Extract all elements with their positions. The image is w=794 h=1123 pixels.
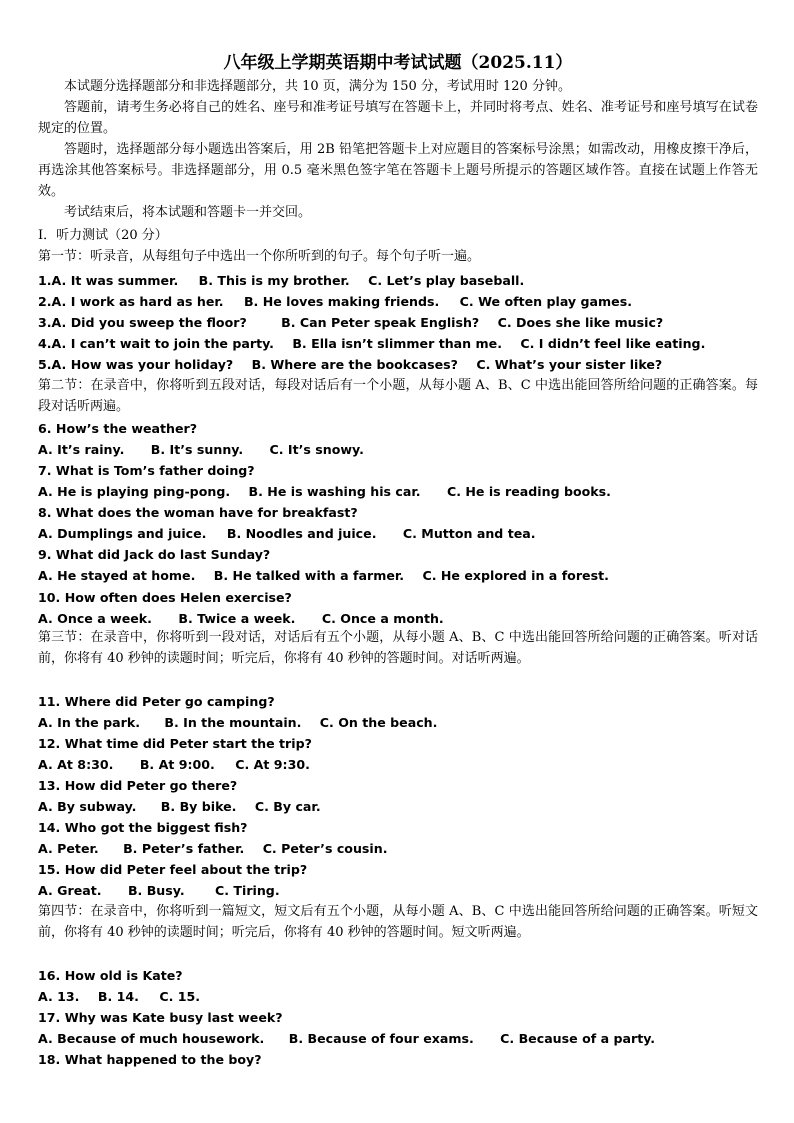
question-9: 9. What did Jack do last Sunday? <box>38 547 271 562</box>
question-3 <box>38 312 758 333</box>
option-b: B. It’s sunny. <box>150 442 244 457</box>
question-17: 17. Why was Kate busy last week? <box>38 1010 283 1025</box>
option-c: C. We often play games. <box>459 294 632 309</box>
question-12: 12. What time did Peter start the trip? <box>38 736 312 751</box>
option-b: B. Because of four exams. <box>288 1031 474 1046</box>
question-7-options <box>38 481 758 502</box>
option-a: 2.A. I work as hard as her. <box>38 294 224 309</box>
question-13: 13. How did Peter go there? <box>38 778 238 793</box>
question-1 <box>38 270 758 291</box>
question-12-options <box>38 754 758 775</box>
option-c: C. Mutton and tea. <box>402 526 536 541</box>
option-b: B. He is washing his car. <box>248 484 421 499</box>
option-a: A. At 8:30. <box>38 757 114 772</box>
option-c: C. I didn’t feel like eating. <box>520 336 706 351</box>
question-8-options <box>38 523 758 544</box>
option-b: B. Where are the bookcases? <box>251 357 458 372</box>
option-c: C. Does she like music? <box>497 315 664 330</box>
option-b: B. Busy. <box>127 883 185 898</box>
option-c: C. Let’s play baseball. <box>368 273 525 288</box>
option-b: B. This is my brother. <box>198 273 350 288</box>
option-b: B. Peter’s father. <box>123 841 245 856</box>
option-b: B. Can Peter speak English? <box>281 315 480 330</box>
option-c: C. At 9:30. <box>235 757 310 772</box>
option-c: C. Tiring. <box>215 883 280 898</box>
option-c: C. He is reading books. <box>446 484 611 499</box>
part1-heading: Ⅰ．听力测试（20 分） <box>38 228 168 243</box>
option-b: B. Twice a week. <box>178 611 296 626</box>
option-a: A. 13. <box>38 989 80 1004</box>
option-b: B. Ella isn’t slimmer than me. <box>292 336 502 351</box>
question-15: 15. How did Peter feel about the trip? <box>38 862 308 877</box>
question-17-options <box>38 1028 758 1049</box>
question-9-options <box>38 565 758 586</box>
option-a: A. Dumplings and juice. <box>38 526 207 541</box>
question-4 <box>38 333 758 354</box>
question-8: 8. What does the woman have for breakfast? <box>38 505 358 520</box>
option-c: C. Once a month. <box>321 611 444 626</box>
section3-heading: 第三节：在录音中，你将听到一段对话，对话后有五个小题，从每小题 A、B、C 中选出能回答所给问题的正确答案。听对话前，你将有 40 秒钟的读题时间；听完后，你将有 40 秒钟的答题时间。对话听两遍。 <box>38 630 758 666</box>
option-c: C. It’s snowy. <box>269 442 364 457</box>
section1-heading: 第一节：听录音，从每组句子中选出一个你所听到的句子。每个句子听一遍。 <box>38 249 481 264</box>
question-5 <box>38 354 758 375</box>
question-16: 16. How old is Kate? <box>38 968 183 983</box>
question-14-options <box>38 838 758 859</box>
section4-heading: 第四节：在录音中，你将听到一篇短文，短文后有五个小题，从每小题 A、B、C 中选出能回答所给问题的正确答案。听短文前，你将有 40 秒钟的读题时间；听完后，你将有 40 秒钟的答题时间。短文听两遍。 <box>38 904 758 940</box>
option-a: A. By subway. <box>38 799 137 814</box>
option-b: B. At 9:00. <box>139 757 215 772</box>
option-a: A. Because of much housework. <box>38 1031 265 1046</box>
question-2 <box>38 291 758 312</box>
option-c: C. Peter’s cousin. <box>262 841 388 856</box>
option-a: A. It’s rainy. <box>38 442 125 457</box>
section2-heading: 第二节：在录音中，你将听到五段对话，每段对话后有一个小题，从每小题 A、B、C 中选出能回答所给问题的正确答案。每段对话听两遍。 <box>38 378 758 414</box>
instruction-3: 答题时，选择题部分每小题选出答案后，用 2B 铅笔把答题卡上对应题目的答案标号涂黑；如需改动，用橡皮擦干净后，再选涂其他答案标号。非选择题部分，用 0.5 毫米黑色签字笔在答题卡上题号所提示的答题区域作答。直接在试题上作答无效。 <box>38 142 758 199</box>
question-6: 6. How’s the weather? <box>38 421 198 436</box>
question-11-options <box>38 712 758 733</box>
question-14: 14. Who got the biggest fish? <box>38 820 248 835</box>
option-a: 3.A. Did you sweep the floor? <box>38 315 247 330</box>
question-7: 7. What is Tom’s father doing? <box>38 463 255 478</box>
option-a: 5.A. How was your holiday? <box>38 357 234 372</box>
option-c: C. By car. <box>254 799 321 814</box>
option-a: A. Great. <box>38 883 102 898</box>
option-b: B. By bike. <box>160 799 237 814</box>
option-c: C. What’s your sister like? <box>476 357 663 372</box>
option-c: C. He explored in a forest. <box>422 568 609 583</box>
option-a: A. In the park. <box>38 715 140 730</box>
instruction-1: 本试题分选择题部分和非选择题部分，共 10 页，满分为 150 分，考试用时 120 分钟。 <box>64 79 571 94</box>
question-10: 10. How often does Helen exercise? <box>38 590 292 605</box>
option-a: 4.A. I can’t wait to join the party. <box>38 336 274 351</box>
question-11: 11. Where did Peter go camping? <box>38 694 275 709</box>
instruction-2: 答题前，请考生务必将自己的姓名、座号和准考证号填写在答题卡上，并同时将考点、姓名、准考证号和座号填写在试卷规定的位置。 <box>38 100 758 136</box>
option-c: C. Because of a party. <box>500 1031 656 1046</box>
option-a: A. Once a week. <box>38 611 152 626</box>
option-b: B. He loves making friends. <box>243 294 440 309</box>
option-a: A. He is playing ping-pong. <box>38 484 231 499</box>
question-6-options <box>38 439 758 460</box>
option-b: B. He talked with a farmer. <box>213 568 405 583</box>
question-13-options <box>38 796 758 817</box>
exam-title: 八年级上学期英语期中考试试题（2025.11） <box>223 53 573 73</box>
question-18: 18. What happened to the boy? <box>38 1052 262 1067</box>
option-c: C. 15. <box>159 989 201 1004</box>
option-b: B. 14. <box>97 989 139 1004</box>
question-10-options <box>38 608 758 629</box>
option-a: A. Peter. <box>38 841 99 856</box>
option-b: B. In the mountain. <box>164 715 302 730</box>
question-16-options <box>38 986 758 1007</box>
option-a: 1.A. It was summer. <box>38 273 179 288</box>
option-c: C. On the beach. <box>319 715 438 730</box>
option-b: B. Noodles and juice. <box>226 526 377 541</box>
instruction-4: 考试结束后，将本试题和答题卡一并交回。 <box>64 205 312 220</box>
option-a: A. He stayed at home. <box>38 568 196 583</box>
question-15-options <box>38 880 758 901</box>
